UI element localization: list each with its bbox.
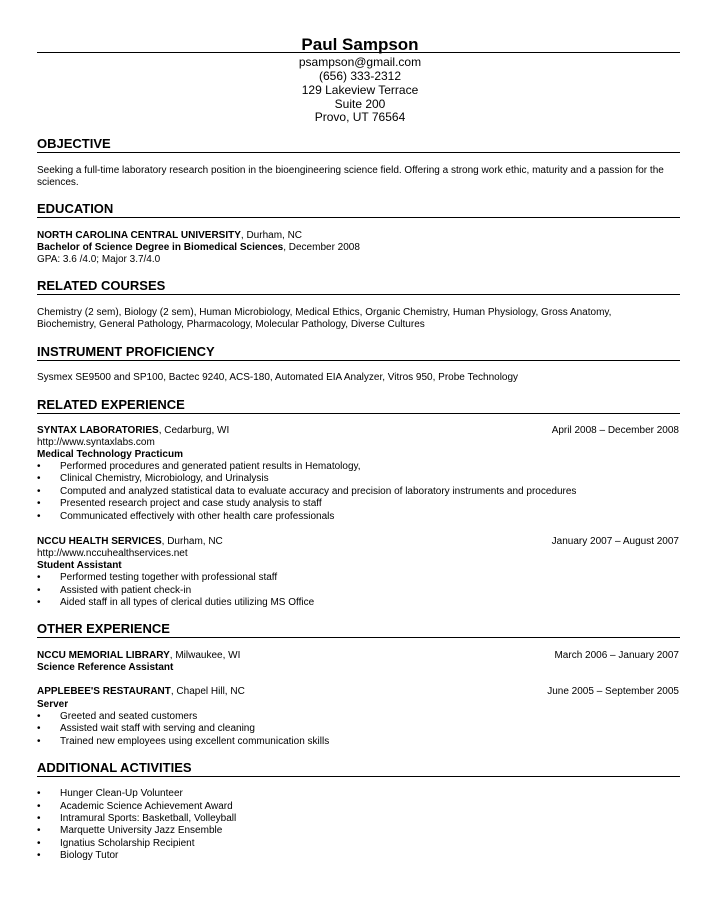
list-item-text: Marquette University Jazz Ensemble bbox=[60, 825, 223, 836]
list-item-text: Aided staff in all types of clerical duties utilizing MS Office bbox=[60, 597, 315, 608]
list-item bbox=[37, 825, 222, 837]
education-gpa: GPA: 3.6 /4.0; Major 3.7/4.0 bbox=[37, 254, 161, 265]
bullet-icon: • bbox=[37, 711, 41, 722]
job-title: Science Reference Assistant bbox=[37, 662, 174, 673]
job-title: Server bbox=[37, 699, 69, 710]
job-employer: SYNTAX LABORATORIES bbox=[37, 425, 159, 436]
bullet-icon: • bbox=[37, 498, 41, 509]
list-item-text: Assisted wait staff with serving and cleaning bbox=[60, 723, 255, 734]
list-item bbox=[37, 711, 197, 723]
job-title: Medical Technology Practicum bbox=[37, 449, 183, 460]
list-item bbox=[37, 498, 322, 510]
bullet-icon: • bbox=[37, 511, 41, 522]
job-location: , Chapel Hill, NC bbox=[170, 686, 245, 697]
contact-phone: (656) 333-2312 bbox=[318, 69, 402, 83]
job-employer: APPLEBEE'S RESTAURANT bbox=[37, 686, 171, 697]
objective-text: Seeking a full-time laboratory research position in the bioengineering science field. Offering a strong work ethic, maturity and a passion for the sciences. bbox=[37, 165, 664, 188]
list-item bbox=[37, 597, 314, 609]
job-dates: March 2006 – January 2007 bbox=[554, 650, 679, 661]
bullet-icon: • bbox=[37, 572, 41, 583]
education-school bbox=[37, 230, 680, 242]
job-dates: January 2007 – August 2007 bbox=[551, 536, 679, 547]
bullet-icon: • bbox=[37, 825, 41, 836]
list-item bbox=[37, 473, 269, 485]
list-item-text: Biology Tutor bbox=[60, 850, 119, 861]
bullet-icon: • bbox=[37, 597, 41, 608]
list-item-text: Clinical Chemistry, Microbiology, and Urinalysis bbox=[60, 473, 269, 484]
bullet-icon: • bbox=[37, 473, 41, 484]
list-item-text: Assisted with patient check-in bbox=[60, 585, 192, 596]
section-heading-education: EDUCATION bbox=[37, 201, 680, 218]
list-item-text: Presented research project and case study analysis to staff bbox=[60, 498, 322, 509]
bullet-icon: • bbox=[37, 486, 41, 497]
list-item-text: Ignatius Scholarship Recipient bbox=[60, 838, 195, 849]
contact-address-line2: Suite 200 bbox=[334, 97, 386, 111]
list-item bbox=[37, 585, 191, 597]
bullet-icon: • bbox=[37, 736, 41, 747]
degree-name: Bachelor of Science Degree in Biomedical Sciences bbox=[37, 242, 284, 253]
school-location: , Durham, NC bbox=[240, 230, 303, 241]
list-item-text: Computed and analyzed statistical data to evaluate accuracy and precision of laboratory instruments and procedures bbox=[60, 486, 577, 497]
list-item-text: Performed testing together with professional staff bbox=[60, 572, 278, 583]
list-item bbox=[37, 572, 277, 584]
list-item-text: Academic Science Achievement Award bbox=[60, 801, 233, 812]
degree-date: , December 2008 bbox=[283, 242, 360, 253]
list-item-text: Greeted and seated customers bbox=[60, 711, 198, 722]
list-item-text: Intramural Sports: Basketball, Volleyball bbox=[60, 813, 237, 824]
list-item-text: Performed procedures and generated patient results in Hematology, bbox=[60, 461, 361, 472]
section-heading-instruments: INSTRUMENT PROFICIENCY bbox=[37, 344, 680, 361]
contact-city: Provo, UT 76564 bbox=[314, 110, 406, 124]
section-heading-other-experience: OTHER EXPERIENCE bbox=[37, 621, 680, 638]
job-url: http://www.syntaxlabs.com bbox=[37, 437, 155, 448]
section-heading-objective: OBJECTIVE bbox=[37, 136, 680, 153]
job-location: , Milwaukee, WI bbox=[169, 650, 241, 661]
job-title: Student Assistant bbox=[37, 560, 122, 571]
list-item bbox=[37, 838, 195, 850]
bullet-icon: • bbox=[37, 461, 41, 472]
bullet-icon: • bbox=[37, 850, 41, 861]
school-name: NORTH CAROLINA CENTRAL UNIVERSITY bbox=[37, 230, 241, 241]
contact-email: psampson@gmail.com bbox=[298, 55, 422, 69]
contact-address-line1: 129 Lakeview Terrace bbox=[301, 83, 419, 97]
education-degree bbox=[37, 242, 680, 254]
job-employer: NCCU HEALTH SERVICES bbox=[37, 536, 162, 547]
section-heading-activities: ADDITIONAL ACTIVITIES bbox=[37, 760, 680, 777]
candidate-name: Paul Sampson bbox=[301, 35, 419, 54]
list-item bbox=[37, 486, 576, 498]
bullet-icon: • bbox=[37, 723, 41, 734]
bullet-icon: • bbox=[37, 585, 41, 596]
list-item bbox=[37, 801, 233, 813]
list-item bbox=[37, 850, 118, 862]
list-item bbox=[37, 511, 334, 523]
bullet-icon: • bbox=[37, 838, 41, 849]
courses-line-2: Biochemistry, General Pathology, Pharmacology, Molecular Pathology, Diverse Cultures bbox=[37, 319, 425, 330]
list-item bbox=[37, 788, 183, 800]
job-location: , Durham, NC bbox=[161, 536, 223, 547]
bullet-icon: • bbox=[37, 801, 41, 812]
list-item bbox=[37, 461, 361, 473]
header-rule bbox=[37, 52, 680, 53]
list-item-text: Hunger Clean-Up Volunteer bbox=[60, 788, 183, 799]
job-url: http://www.nccuhealthservices.net bbox=[37, 548, 188, 559]
list-item bbox=[37, 813, 236, 825]
list-item-text: Communicated effectively with other health care professionals bbox=[60, 511, 335, 522]
bullet-icon: • bbox=[37, 788, 41, 799]
job-location: , Cedarburg, WI bbox=[158, 425, 230, 436]
job-dates: June 2005 – September 2005 bbox=[547, 686, 679, 697]
courses-line-1: Chemistry (2 sem), Biology (2 sem), Human Microbiology, Medical Ethics, Organic Chemistry, Human Physiology, Gross Anatomy, bbox=[37, 307, 612, 318]
list-item bbox=[37, 736, 329, 748]
list-item-text: Trained new employees using excellent communication skills bbox=[60, 736, 330, 747]
bullet-icon: • bbox=[37, 813, 41, 824]
job-employer: NCCU MEMORIAL LIBRARY bbox=[37, 650, 170, 661]
list-item bbox=[37, 723, 255, 735]
section-heading-courses: RELATED COURSES bbox=[37, 278, 680, 295]
job-dates: April 2008 – December 2008 bbox=[551, 425, 679, 436]
section-heading-related-experience: RELATED EXPERIENCE bbox=[37, 397, 680, 414]
instruments-text: Sysmex SE9500 and SP100, Bactec 9240, ACS-180, Automated EIA Analyzer, Vitros 950, Probe Technology bbox=[37, 372, 519, 383]
